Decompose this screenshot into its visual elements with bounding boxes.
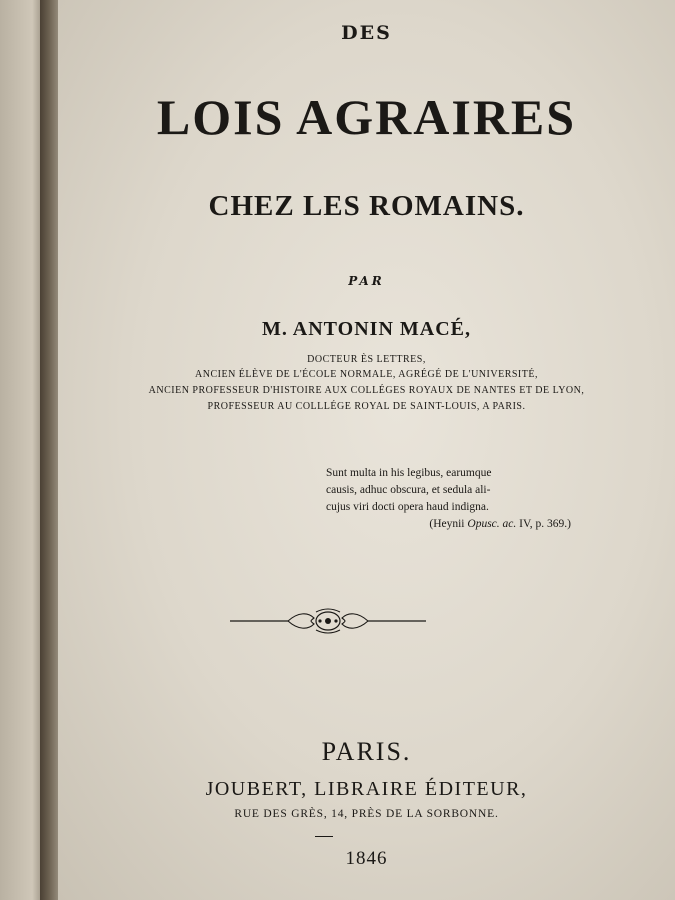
- citation-suffix: IV, p. 369.): [516, 518, 571, 530]
- imprint-publisher: JOUBERT, LIBRAIRE ÉDITEUR,: [205, 778, 528, 800]
- author-credential: ANCIEN ÉLÈVE DE L'ÉCOLE NORMALE, AGRÉGÉ DE L'UNIVERSITÉ,: [195, 369, 538, 380]
- epigraph-line: causis, adhuc obscura, et sedula ali-: [326, 484, 491, 496]
- author-credential: ANCIEN PROFESSEUR D'HISTOIRE AUX COLLÉGES ROYAUX DE NANTES ET DE LYON,: [148, 385, 585, 396]
- by-line: PAR: [348, 274, 385, 288]
- imprint-city: PARIS.: [321, 737, 412, 766]
- epigraph-line: cujus viri docti opera haud indigna.: [326, 501, 489, 513]
- book-subtitle: CHEZ LES ROMAINS.: [208, 190, 525, 222]
- epigraph-line: Sunt multa in his legibus, earumque: [326, 467, 492, 479]
- epigraph-citation: [326, 516, 576, 533]
- citation-prefix: (Heynii: [429, 518, 468, 530]
- imprint-address: RUE DES GRÈS, 14, PRÈS DE LA SORBONNE.: [234, 808, 499, 820]
- epigraph: [326, 465, 576, 533]
- author-credential: PROFESSEUR AU COLLLÉGE ROYAL DE SAINT-LOUIS, A PARIS.: [207, 401, 526, 412]
- divider-rule: [315, 836, 333, 837]
- author-credential: DOCTEUR ÈS LETTRES,: [307, 354, 426, 365]
- book-title: LOIS AGRAIRES: [156, 89, 577, 145]
- pre-title: DES: [341, 22, 392, 44]
- imprint-year: 1846: [345, 848, 388, 869]
- citation-work: Opusc. ac.: [467, 518, 517, 530]
- author-name: M. ANTONIN MACÉ,: [262, 318, 471, 340]
- title-page: [58, 0, 675, 900]
- fleuron-rule-icon: [228, 606, 428, 636]
